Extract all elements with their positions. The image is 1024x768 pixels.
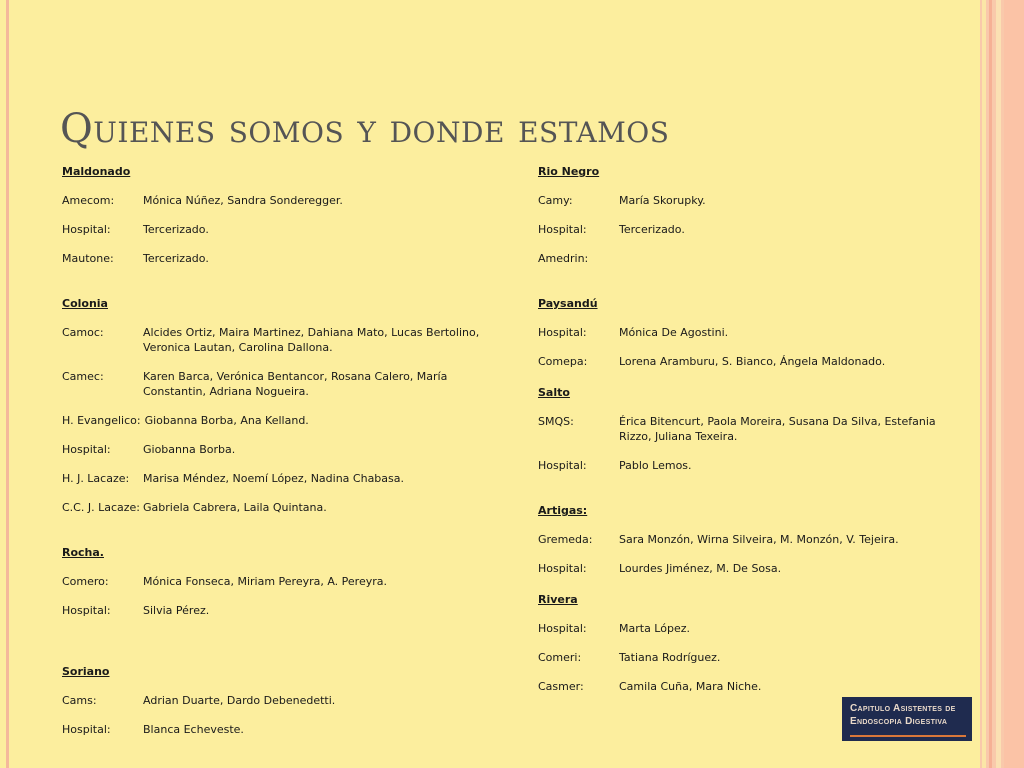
institution-label: Amecom: — [62, 194, 115, 207]
list-item — [538, 458, 958, 473]
region-heading-paysandu: Paysandú — [538, 297, 598, 310]
list-item — [62, 603, 502, 618]
right-stripe-1 — [982, 0, 986, 768]
right-stripe-4 — [1004, 0, 1024, 768]
list-item — [538, 414, 958, 444]
list-item — [538, 354, 958, 369]
list-item — [538, 679, 958, 694]
staff-names: Silvia Pérez. — [143, 604, 210, 617]
list-item — [538, 532, 958, 547]
list-item — [62, 471, 502, 486]
staff-names: Tercerizado. — [619, 223, 685, 236]
institution-label: Cams: — [62, 694, 97, 707]
institution-label: H. Evangelico: — [62, 414, 141, 427]
institution-label: Hospital: — [62, 723, 111, 736]
chapter-logo — [842, 697, 972, 741]
staff-names: Lourdes Jiménez, M. De Sosa. — [619, 562, 782, 575]
staff-names: Adrian Duarte, Dardo Debenedetti. — [143, 694, 336, 707]
list-item — [62, 369, 502, 399]
spacer — [62, 648, 502, 664]
staff-names: Marta López. — [619, 622, 690, 635]
institution-label: SMQS: — [538, 415, 574, 428]
staff-names: Giobanna Borba, Ana Kelland. — [144, 414, 309, 427]
spacer — [538, 266, 958, 296]
institution-label: Camy: — [538, 194, 573, 207]
list-item — [62, 574, 502, 589]
spacer — [62, 266, 502, 296]
right-column — [538, 164, 958, 694]
staff-names: Giobanna Borba. — [143, 443, 236, 456]
region-heading-rocha: Rocha. — [62, 546, 104, 559]
region-heading-maldonado: Maldonado — [62, 165, 131, 178]
spacer — [538, 473, 958, 503]
institution-label: Amedrin: — [538, 252, 589, 265]
institution-label: Casmer: — [538, 680, 584, 693]
region-heading-rio-negro: Rio Negro — [538, 165, 600, 178]
institution-label: Gremeda: — [538, 533, 593, 546]
left-decorative-stripe — [6, 0, 9, 768]
institution-label: Camec: — [62, 370, 104, 383]
logo-line-2: Endoscopia Digestiva — [850, 716, 948, 727]
staff-names: Camila Cuña, Mara Niche. — [619, 680, 762, 693]
staff-names: María Skorupky. — [619, 194, 706, 207]
list-item — [62, 722, 502, 737]
staff-names: Mónica Núñez, Sandra Sonderegger. — [143, 194, 343, 207]
staff-names: Érica Bitencurt, Paola Moreira, Susana Da Silva, Estefania Rizzo, Juliana Texeira. — [619, 415, 936, 443]
region-heading-salto: Salto — [538, 386, 570, 399]
institution-label: Mautone: — [62, 252, 114, 265]
list-item — [62, 693, 502, 708]
list-item — [62, 222, 502, 237]
staff-names: Tercerizado. — [143, 252, 209, 265]
institution-label: Hospital: — [538, 622, 587, 635]
institution-label: C.C. J. Lacaze: — [62, 501, 140, 514]
institution-label: Hospital: — [62, 443, 111, 456]
region-heading-artigas: Artigas: — [538, 504, 588, 517]
staff-names: Marisa Méndez, Noemí López, Nadina Chabasa. — [143, 472, 405, 485]
institution-label: Comero: — [62, 575, 109, 588]
slide-title: Quienes somos y donde estamos — [60, 106, 670, 152]
staff-names: Lorena Aramburu, S. Bianco, Ángela Maldonado. — [619, 355, 886, 368]
institution-label: Comeri: — [538, 651, 582, 664]
list-item — [538, 561, 958, 576]
staff-names: Alcides Ortiz, Maira Martinez, Dahiana Mato, Lucas Bertolino, Veronica Lautan, Carolina Dallona. — [143, 326, 480, 354]
list-item — [62, 413, 502, 428]
staff-names: Blanca Echeveste. — [143, 723, 244, 736]
spacer — [538, 369, 958, 385]
list-item — [538, 325, 958, 340]
logo-line-1: Capitulo Asistentes de — [850, 703, 956, 714]
region-heading-soriano: Soriano — [62, 665, 110, 678]
staff-names: Mónica Fonseca, Miriam Pereyra, A. Pereyra. — [143, 575, 388, 588]
spacer — [538, 576, 958, 592]
staff-names: Gabriela Cabrera, Laila Quintana. — [143, 501, 327, 514]
region-heading-rivera: Rivera — [538, 593, 578, 606]
left-column — [62, 164, 502, 737]
institution-label: Hospital: — [538, 562, 587, 575]
institution-label: Comepa: — [538, 355, 588, 368]
list-item — [62, 442, 502, 457]
staff-names: Tatiana Rodríguez. — [619, 651, 721, 664]
right-stripe-3 — [996, 0, 1001, 768]
staff-names: Pablo Lemos. — [619, 459, 692, 472]
institution-label: Hospital: — [538, 326, 587, 339]
list-item — [538, 621, 958, 636]
institution-label: Hospital: — [62, 223, 111, 236]
staff-names: Karen Barca, Verónica Bentancor, Rosana Calero, María Constantin, Adriana Nogueira. — [143, 370, 448, 398]
staff-names — [619, 251, 958, 266]
list-item — [538, 251, 958, 266]
institution-label: H. J. Lacaze: — [62, 472, 130, 485]
list-item — [62, 251, 502, 266]
region-heading-colonia: Colonia — [62, 297, 108, 310]
staff-names: Mónica De Agostini. — [619, 326, 729, 339]
institution-label: Hospital: — [538, 459, 587, 472]
spacer — [62, 515, 502, 545]
institution-label: Hospital: — [538, 223, 587, 236]
institution-label: Hospital: — [62, 604, 111, 617]
staff-names: Tercerizado. — [143, 223, 209, 236]
list-item — [62, 193, 502, 208]
logo-underline — [850, 735, 966, 737]
institution-label: Camoc: — [62, 326, 104, 339]
list-item — [62, 500, 502, 515]
list-item — [538, 222, 958, 237]
right-stripe-2 — [989, 0, 992, 768]
spacer — [62, 618, 502, 648]
list-item — [538, 193, 958, 208]
staff-names: Sara Monzón, Wirna Silveira, M. Monzón, V. Tejeira. — [619, 533, 899, 546]
list-item — [62, 325, 502, 355]
list-item — [538, 650, 958, 665]
